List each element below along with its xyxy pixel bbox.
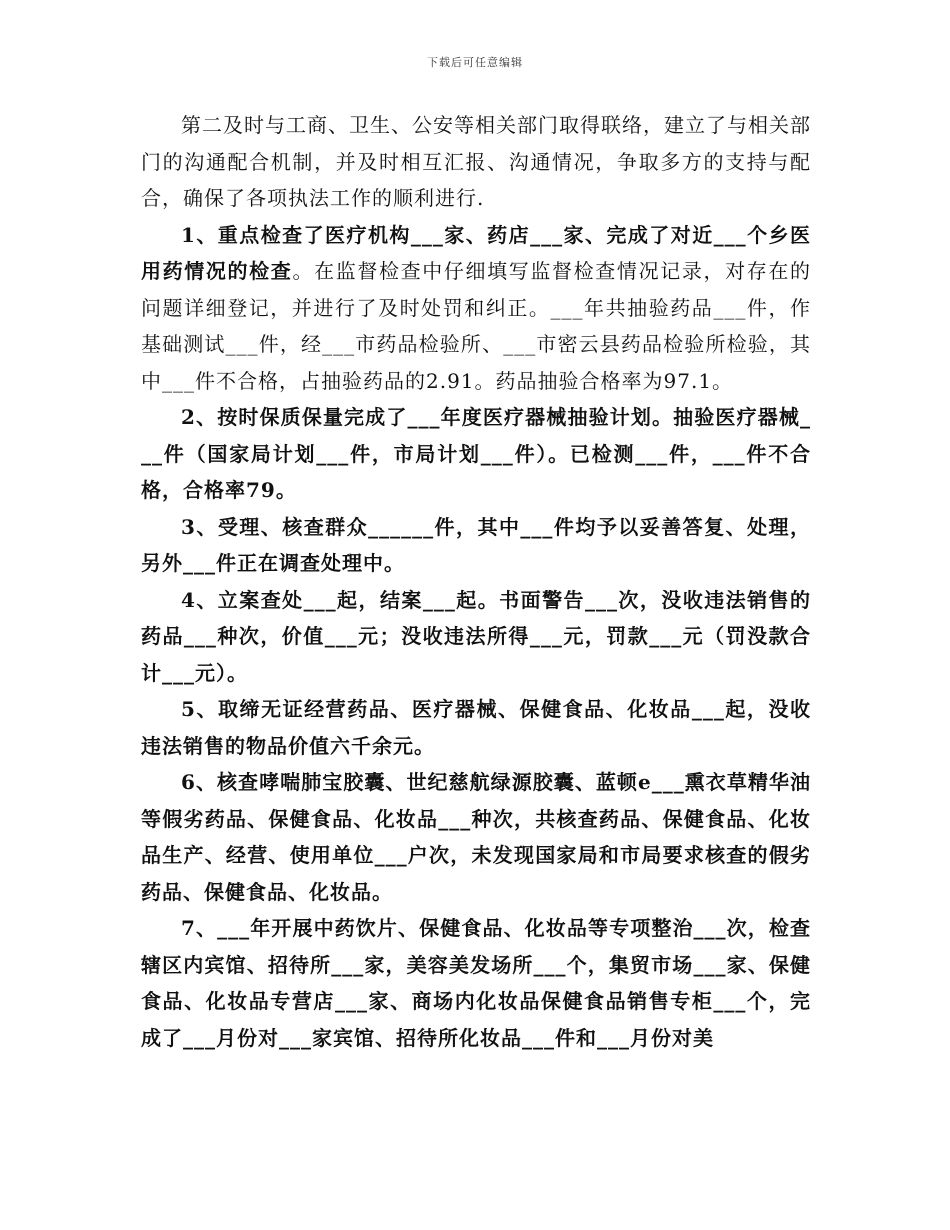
paragraph-item-1 <box>141 217 811 400</box>
paragraph-item-7-bold: 7、___年开展中药饮片、保健食品、化妆品等专项整治___次，检查辖区内宾馆、招待所___家，美容美发场所___个，集贸市场___家、保健食品、化妆品专营店___家、商场内化妆品保健食品销售专柜___个，完成了___月份对___家宾馆、招待所化妆品___件和___月份对美 <box>141 916 811 1050</box>
paragraph-item-3 <box>141 509 811 582</box>
paragraph-item-1-bold: 1、重点检查了医疗机构___家、药店___家、完成了对近___个乡医用药情况的检查 <box>141 222 811 283</box>
body-text <box>141 107 811 1056</box>
paragraph-item-2-bold: 2、按时保质保量完成了___年度医疗器械抽验计划。抽验医疗器械___件（国家局计划___件，市局计划___件）。已检测___件，___件不合格，合格率79。 <box>141 405 811 502</box>
paragraph-item-5 <box>141 691 811 764</box>
paragraph-item-3-bold: 3、受理、核查群众______件，其中___件均予以妥善答复、处理，另外___件正在调查处理中。 <box>141 514 811 575</box>
paragraph-item-2 <box>141 399 811 509</box>
paragraph-item-6-bold: 6、核查哮喘肺宝胶囊、世纪慈航绿源胶囊、蓝顿e___熏衣草精华油等假劣药品、保健食品、化妆品___种次，共核查药品、保健食品、化妆品生产、经营、使用单位___户次，未发现国家局和市局要求核查的假劣药品、保健食品、化妆品。 <box>141 770 811 904</box>
paragraph-intro-text: 第二及时与工商、卫生、公安等相关部门取得联络，建立了与相关部门的沟通配合机制，并及时相互汇报、沟通情况，争取多方的支持与配合，确保了各项执法工作的顺利进行. <box>141 113 811 210</box>
paragraph-item-4 <box>141 582 811 692</box>
paragraph-item-5-bold: 5、取缔无证经营药品、医疗器械、保健食品、化妆品___起，没收违法销售的物品价值六千余元。 <box>141 697 811 758</box>
paragraph-item-1-text: 。在监督检查中仔细填写监督检查情况记录，对存在的问题详细登记，并进行了及时处罚和纠正。___年共抽验药品___件，作基础测试___件，经___市药品检验所、___市密云县药品检验所检验，其中___件不合格，占抽验药品的2.91。药品抽验合格率为97.1。 <box>141 259 812 393</box>
paragraph-item-7 <box>141 910 811 1056</box>
header-note: 下载后可任意编辑 <box>427 56 523 69</box>
paragraph-item-6 <box>141 764 811 910</box>
paragraph-intro <box>141 107 811 217</box>
paragraph-item-4-bold: 4、立案查处___起，结案___起。书面警告___次，没收违法销售的药品___种次，价值___元；没收违法所得___元，罚款___元（罚没款合计___元）。 <box>141 587 811 685</box>
